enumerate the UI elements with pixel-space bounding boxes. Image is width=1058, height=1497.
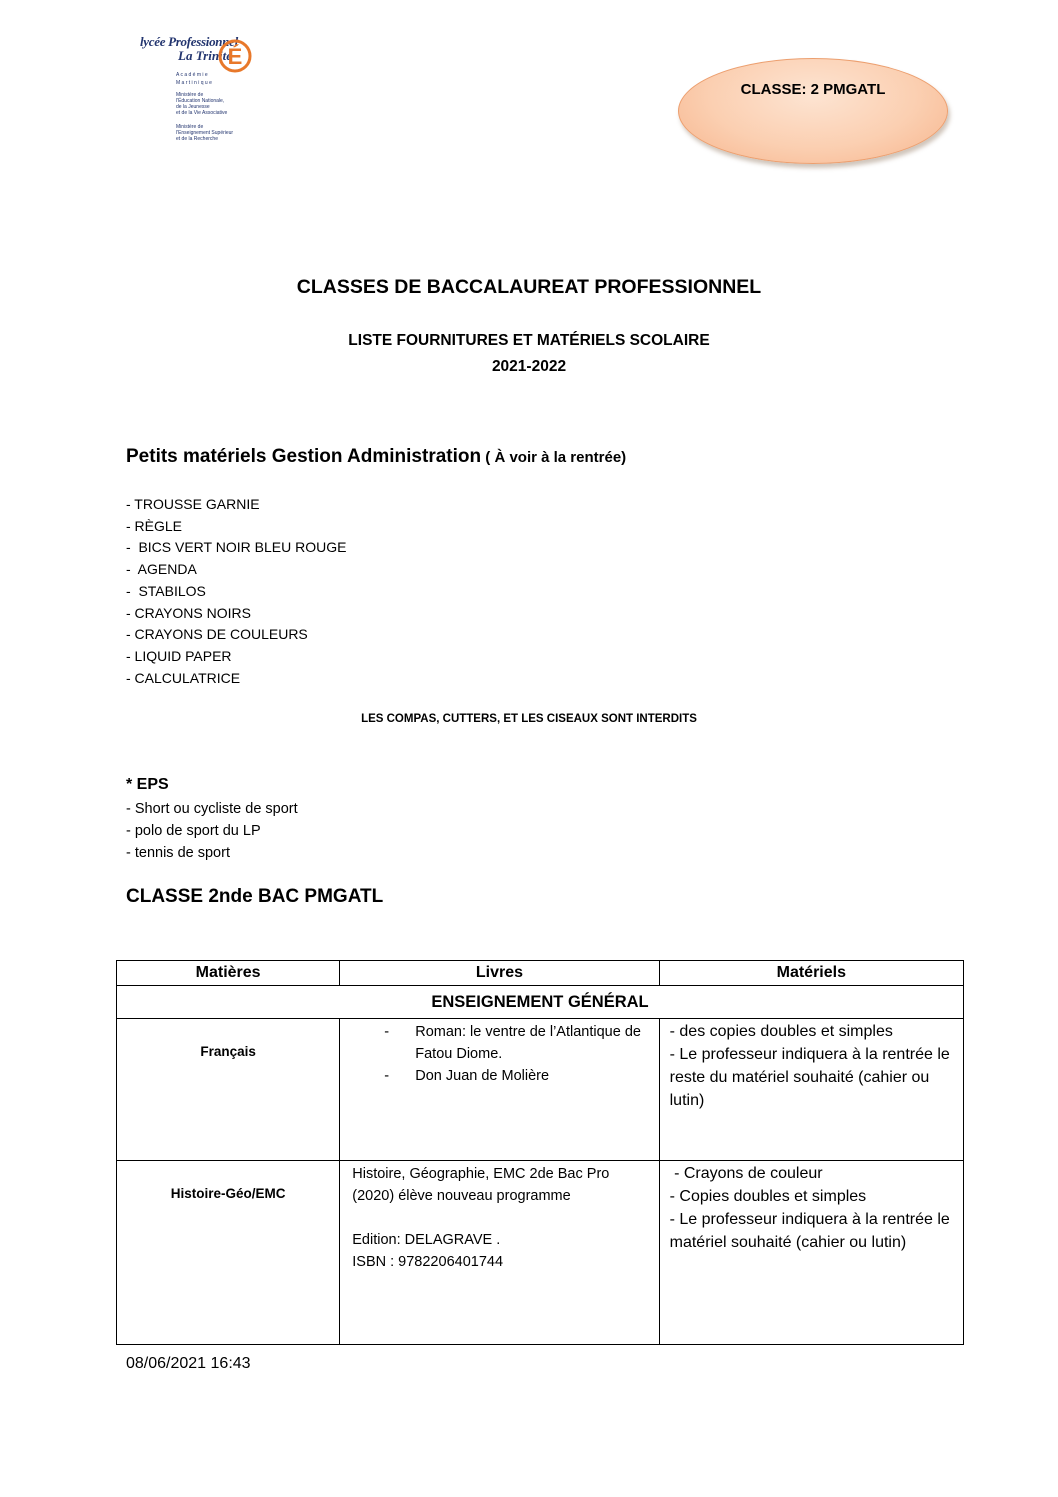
svg-text:É: É [227,44,243,69]
table-row [117,1161,964,1345]
group-label: ENSEIGNEMENT GÉNÉRAL [117,986,964,1019]
logo-ministry-line: Ministère de [176,124,204,130]
eps-list [126,798,298,864]
book-item: - Roman: le ventre de l’Atlantique de Fatou Diome. [352,1021,648,1065]
list-item: - STABILOS [126,582,206,599]
logo-academy-line: M a r t i n i q u e [176,80,212,86]
document-title: CLASSES DE BACCALAUREAT PROFESSIONNEL [296,276,762,298]
logo-ministry-line: et de la Vie Associative [176,110,228,116]
logo-line-2: La Trinité [178,48,233,63]
material-item: - Le professeur indiquera à la rentrée le reste du matériel souhaité (cahier ou lutin) [669,1046,950,1109]
header-materiels: Matériels [659,961,963,986]
section-heading-petits-materiels [126,446,626,468]
logo-ministry-line: Ministère de [176,92,204,98]
list-item: - RÈGLE [126,517,183,534]
section-title: Petits matériels Gestion Administration [126,446,482,467]
section-note: ( À voir à la rentrée) [481,449,627,466]
material-item: - Crayons de couleur [669,1165,823,1182]
school-logo [140,34,260,149]
table-group-row [117,986,964,1019]
document-subtitle: LISTE FOURNITURES ET MATÉRIELS SCOLAIRE [348,332,710,349]
list-item: - TROUSSE GARNIE [126,496,260,512]
supplies-list [126,494,346,689]
forbidden-items-warning: LES COMPAS, CUTTERS, ET LES CISEAUX SONT INTERDITS [361,713,697,725]
school-year: 2021-2022 [491,358,567,375]
books-cell [340,1019,659,1161]
material-item: - des copies doubles et simples [669,1023,893,1040]
book-text: Histoire, Géographie, EMC 2de Bac Pro (2020) élève nouveau programme [352,1166,610,1204]
logo-ministry-line: l'Enseignement Supérieur [176,130,234,136]
material-item: - Le professeur indiquera à la rentrée le matériel souhaité (cahier ou lutin) [669,1211,950,1251]
list-item: - BICS VERT NOIR BLEU ROUGE [126,539,347,556]
books-cell [340,1161,659,1345]
header-matieres: Matières [117,961,340,986]
supplies-table [116,960,964,1345]
e-emblem-icon [216,36,254,74]
logo-academy-line: A c a d é m i e [176,72,208,78]
logo-ministry-line: l'Éducation Nationale, [176,98,225,104]
logo-ministry-line: de la Jeunesse [176,104,210,110]
logo-ministry-line: et de la Recherche [176,136,218,142]
list-item: - LIQUID PAPER [126,647,232,664]
list-item: - CRAYONS DE COULEURS [126,626,308,643]
class-section-heading: CLASSE 2nde BAC PMGATL [126,886,384,907]
header-livres: Livres [340,961,659,986]
materials-cell [659,1019,963,1161]
eps-heading: * EPS [126,776,169,793]
list-item: - AGENDA [126,561,197,578]
table-row [117,1019,964,1161]
list-item: - CALCULATRICE [126,669,241,686]
logo-line-1: lycée Professionnel [140,34,238,49]
list-item: - polo de sport du LP [126,823,261,839]
book-isbn: ISBN : 9782206401744 [352,1254,504,1270]
list-item: - Short ou cycliste de sport [126,801,298,817]
class-badge [678,58,948,164]
subject-cell: Histoire-Géo/EMC [117,1161,340,1345]
class-badge-label: CLASSE: 2 PMGATL [740,81,886,98]
list-item: - CRAYONS NOIRS [126,604,251,621]
material-item: - Copies doubles et simples [669,1188,867,1205]
list-item: - tennis de sport [126,845,230,861]
book-item: - Don Juan de Molière [352,1065,648,1087]
materials-cell [659,1161,963,1345]
subject-cell: Français [117,1019,340,1161]
book-spacer [352,1207,648,1229]
table-header-row [117,961,964,986]
book-edition: Edition: DELAGRAVE . [352,1232,501,1248]
footer-date: 08/06/2021 16:43 [126,1355,251,1372]
